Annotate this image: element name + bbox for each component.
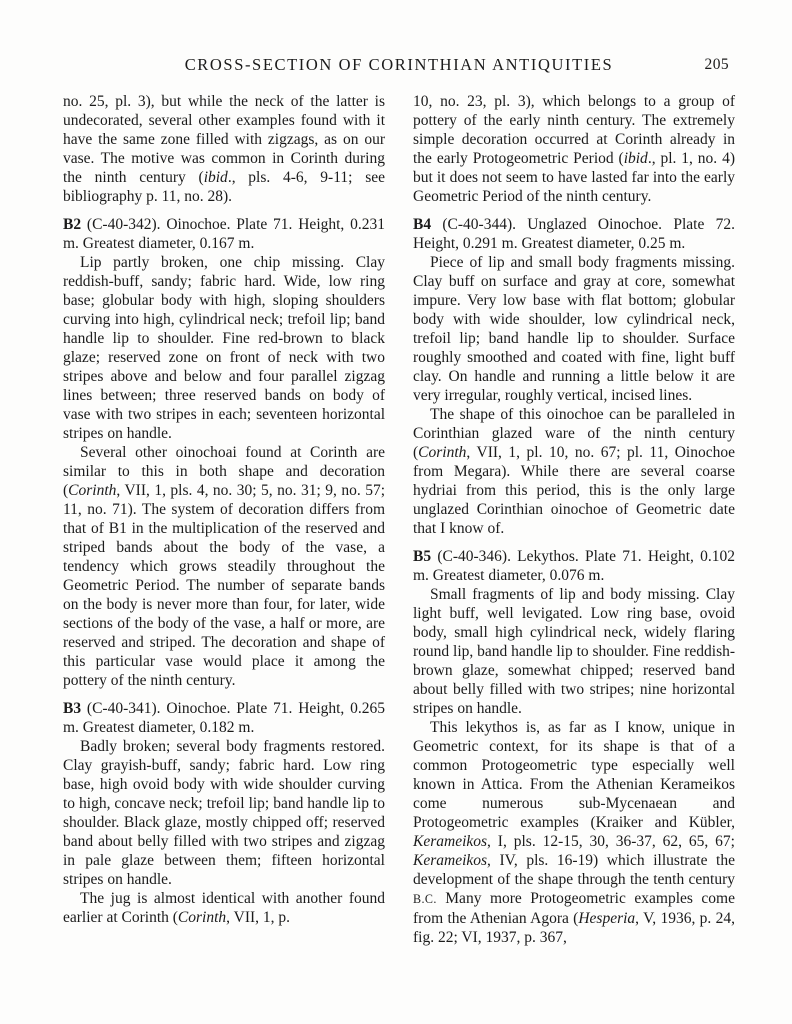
paragraph bbox=[413, 585, 735, 718]
right-column bbox=[413, 92, 735, 947]
catalog-entry-heading bbox=[63, 699, 385, 737]
text-run: Hesperia bbox=[578, 910, 636, 927]
running-title: CROSS-SECTION OF CORINTHIAN ANTIQUITIES bbox=[184, 55, 614, 74]
paragraph bbox=[63, 443, 385, 690]
text-columns bbox=[63, 92, 735, 947]
text-run: (C-40-346). Lekythos. Plate 71. Height, 0.102 m. Greatest diameter, 0.076 m. bbox=[413, 548, 735, 584]
text-run: , V, 1936, p. 24, fig. 22; VI, 1937, p. 367, bbox=[413, 910, 735, 946]
text-run: , VII, 1, pls. 4, no. 30; 5, no. 31; 9, no. 57; 11, no. 71). The system of decoration differs from that of B1 in the multiplication of the reserved and striped bands about the body of the vase, a tendency which grows steadily throughout the Geometric Period. The number of separate bands on the body is never more than four, for later, wide sections of the body of the vase, a half or more, are reserved and striped. The decoration and shape of this particular vase would place it among the pottery of the ninth century. bbox=[63, 482, 385, 689]
paragraph bbox=[413, 405, 735, 538]
text-run: , VII, 1, pl. 10, no. 67; pl. 11, Oinochoe from Megara). While there are several coarse hydriai from this period, this is the only large unglazed Corinthian oinochoe of Geometric date that I know of. bbox=[413, 444, 735, 537]
text-run: no. 25, pl. 3), but while the neck of the latter is undecorated, several other examples found with it have the same zone filled with zigzags, as on our vase. The motive was common in Corinth during the ninth century ( bbox=[63, 93, 385, 186]
paragraph bbox=[413, 718, 735, 947]
text-run: 10, no. 23, pl. 3), which belongs to a group of pottery of the early ninth century. The extremely simple decoration occurred at Corinth already in the early Protogeometric Period ( bbox=[413, 93, 735, 167]
left-column bbox=[63, 92, 385, 947]
text-run: B.C. bbox=[413, 892, 437, 906]
text-run: Kerameikos bbox=[413, 852, 488, 869]
text-run: The shape of this oinochoe can be paralleled in Corinthian glazed ware of the ninth century ( bbox=[413, 406, 735, 461]
text-run: , IV, pls. 16-19) which illustrate the development of the shape through the tenth century bbox=[413, 852, 735, 888]
text-run: Lip partly broken, one chip missing. Clay reddish-buff, sandy; fabric hard. Wide, low ring base; globular body with high, sloping shoulders curving into high, cylindrical neck; trefoil lip; band handle lip to shoulder. Fine red-brown to black glaze; reserved zone on front of neck with two stripes above and below and four parallel zigzag lines between; three reserved bands on body of vase with two stripes in each; seventeen horizontal stripes on handle. bbox=[63, 254, 385, 442]
text-run: Kerameikos bbox=[413, 833, 488, 850]
paragraph bbox=[63, 889, 385, 927]
text-run: ., pls. 4-6, 9-11; see bibliography p. 11, no. 28). bbox=[63, 169, 385, 205]
text-run: (C-40-344). Unglazed Oinochoe. Plate 72. Height, 0.291 m. Greatest diameter, 0.25 m. bbox=[413, 216, 735, 252]
paragraph bbox=[63, 253, 385, 443]
text-run: , VII, 1, p. bbox=[226, 909, 291, 926]
text-run: (C-40-342). Oinochoe. Plate 71. Height, 0.231 m. Greatest diameter, 0.167 m. bbox=[63, 216, 385, 252]
text-run: Corinth bbox=[418, 444, 467, 461]
text-run: ., pl. 1, no. 4) but it does not seem to have lasted far into the early Geometric Period of the ninth century. bbox=[413, 150, 735, 205]
catalog-entry-heading bbox=[413, 547, 735, 585]
text-run: Corinth bbox=[68, 482, 117, 499]
text-run: B4 bbox=[413, 216, 432, 233]
page-header bbox=[63, 55, 735, 75]
text-run: The jug is almost identical with another found earlier at Corinth ( bbox=[63, 890, 385, 926]
text-run: Corinth bbox=[177, 909, 227, 926]
text-run: ibid bbox=[203, 169, 228, 186]
text-run: B2 bbox=[63, 216, 82, 233]
text-run: Many more Protogeometric examples come from the Athenian Agora ( bbox=[413, 890, 735, 927]
text-run: ibid bbox=[623, 150, 648, 167]
text-run: Small fragments of lip and body missing. Clay light buff, well levigated. Low ring base, ovoid body, small high cylindrical neck, widely flaring round lip, band handle lip to shoulder. Fine reddish-brown glaze, somewhat chipped; reserved band about belly filled with two stripes; nine horizontal stripes on handle. bbox=[413, 586, 736, 717]
text-run: This lekythos is, as far as I know, unique in Geometric context, for its shape is that of a common Protogeometric type especially well known in Attica. From the Athenian Kerameikos come numerous sub-Mycenaean and Protogeometric examples (Kraiker and Kübler, bbox=[413, 719, 735, 831]
text-run: Badly broken; several body fragments restored. Clay grayish-buff, sandy; fabric hard. Low ring base, high ovoid body with wide shoulder curving to high, concave neck; trefoil lip; band handle lip to shoulder. Black glaze, mostly chipped off; reserved band about belly filled with two stripes and zigzag in pale glaze between them; fifteen horizontal stripes on handle. bbox=[63, 738, 385, 888]
paragraph bbox=[63, 737, 385, 889]
text-run: Piece of lip and small body fragments missing. Clay buff on surface and gray at core, somewhat impure. Very low base with flat bottom; globular body with wide shoulder, low cylindrical neck, trefoil lip; band handle lip to shoulder. Surface roughly smoothed and coated with fine, light buff clay. On handle and running a little below it are very irregular, roughly vertical, incised lines. bbox=[413, 254, 735, 404]
text-run: B3 bbox=[63, 700, 82, 717]
text-run: Several other oinochoai found at Corinth are similar to this in both shape and decoration ( bbox=[63, 444, 385, 499]
paragraph bbox=[413, 253, 735, 405]
catalog-entry-heading bbox=[63, 215, 385, 253]
text-run: (C-40-341). Oinochoe. Plate 71. Height, 0.265 m. Greatest diameter, 0.182 m. bbox=[63, 700, 385, 736]
paragraph bbox=[413, 92, 735, 206]
page-number: 205 bbox=[704, 56, 729, 73]
text-run: , I, pls. 12-15, 30, 36-37, 62, 65, 67; bbox=[487, 833, 735, 850]
paragraph bbox=[63, 92, 385, 206]
text-run: B5 bbox=[413, 548, 432, 565]
catalog-entry-heading bbox=[413, 215, 735, 253]
